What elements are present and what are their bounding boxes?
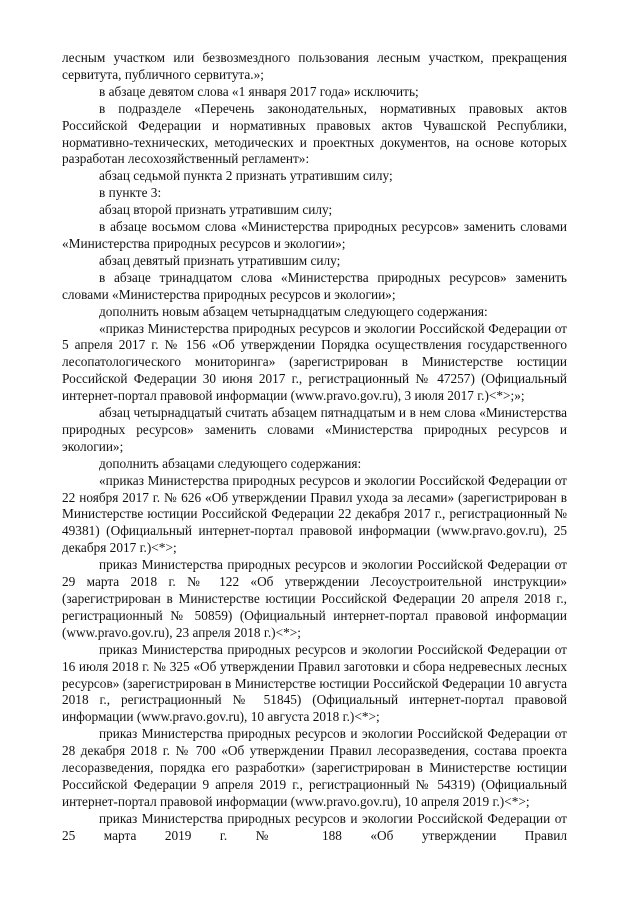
paragraph: в подразделе «Перечень законодательных, нормативных правовых актов Российской Федерации и нормативных правовых актов Чувашской Республики, нормативно-технических, методических и проектных документов, на основе которых разработан лесохозяйственный регламент»: xyxy=(62,100,567,167)
paragraph: дополнить абзацами следующего содержания: xyxy=(99,455,362,471)
paragraph: лесным участком или безвозмездного пользования лесным участком, прекращения сервитута, публичного сервитута.»; xyxy=(62,50,567,82)
paragraph: «приказ Министерства природных ресурсов и экологии Российской Федерации от 5 апреля 2017 г. № 156 «Об утверждении Порядка осуществления государственного лесопатологического мониторинга» (зарегистрирован в Министерстве юстиции Российской Федерации 30 июня 2017 г., регистрационный № 47257) (Официальный интернет-портал правовой информации (www.pravo.gov.ru), 3 июля 2017 г.)<*>;»; xyxy=(62,320,567,404)
document-page xyxy=(62,50,567,845)
paragraph: абзац девятый признать утратившим силу; xyxy=(99,252,341,268)
paragraph: приказ Министерства природных ресурсов и экологии Российской Федерации от 28 декабря 2018 г. № 700 «Об утверждении Правил лесоразведения, состава проекта лесоразведения, порядка его разработки» (зарегистрирован в Министерстве юстиции Российской Федерации 9 апреля 2019 г., регистрационный № 54319) (Официальный интернет-портал правовой информации (www.pravo.gov.ru), 10 апреля 2019 г.)<*>; xyxy=(62,726,567,809)
paragraph: абзац седьмой пункта 2 признать утратившим силу; xyxy=(99,168,393,184)
paragraph: дополнить новым абзацем четырнадцатым следующего содержания: xyxy=(99,303,488,319)
paragraph: в абзаце тринадцатом слова «Министерства природных ресурсов» заменить словами «Министерства природных ресурсов и экологии»; xyxy=(62,269,567,302)
paragraph: в пункте 3: xyxy=(99,185,162,201)
paragraph: абзац четырнадцатый считать абзацем пятнадцатым и в нем слова «Министерства природных ресурсов» заменить словами «Министерства природных ресурсов и экологии»; xyxy=(62,405,567,454)
paragraph-continued: приказ Министерства природных ресурсов и экологии Российской Федерации от 25 марта 2019 г. № 188 «Об утверждении Правил xyxy=(62,810,567,843)
paragraph: в абзаце девятом слова «1 января 2017 года» исключить; xyxy=(99,83,419,99)
paragraph: в абзаце восьмом слова «Министерства природных ресурсов» заменить словами «Министерства природных ресурсов и экологии»; xyxy=(62,219,567,251)
paragraph: приказ Министерства природных ресурсов и экологии Российской Федерации от 16 июля 2018 г. № 325 «Об утверждении Правил заготовки и сбора недревесных лесных ресурсов» (зарегистрирован в Министерстве юстиции Российской Федерации 10 августа 2018 г., регистрационный № 51845) (Официальный интернет-портал правовой информации (www.pravo.gov.ru), 10 августа 2018 г.)<*>; xyxy=(62,641,567,725)
paragraph: приказ Министерства природных ресурсов и экологии Российской Федерации от 29 марта 2018 г. № 122 «Об утверждении Лесоустроительной инструкции» (зарегистрирован в Министерстве юстиции Российской Федерации 20 апреля 2018 г., регистрационный № 50859) (Официальный интернет-портал правовой информации (www.pravo.gov.ru), 23 апреля 2018 г.)<*>; xyxy=(62,557,567,640)
paragraph: абзац второй признать утратившим силу; xyxy=(99,202,333,218)
paragraph: «приказ Министерства природных ресурсов и экологии Российской Федерации от 22 ноября 2017 г. № 626 «Об утверждении Правил ухода за лесами» (зарегистрирован в Министерстве юстиции Российской Федерации 22 декабря 2017 г., регистрационный № 49381) (Официальный интернет-портал правовой информации (www.pravo.gov.ru), 25 декабря 2017 г.)<*>; xyxy=(62,472,567,556)
